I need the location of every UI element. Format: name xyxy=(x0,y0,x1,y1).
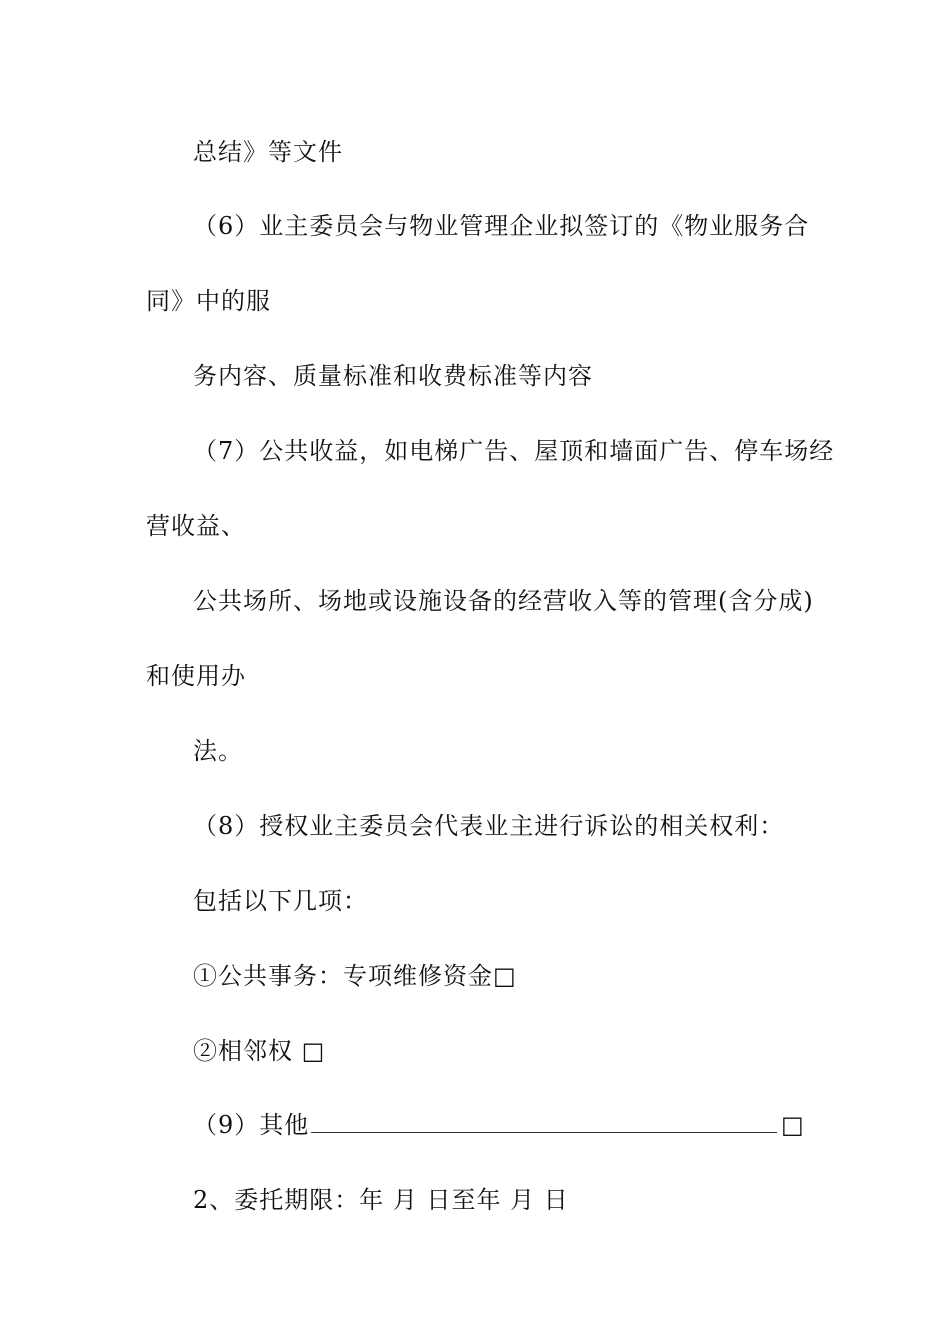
text-line: 公共场所、场地或设施设备的经营收入等的管理(含分成) xyxy=(193,587,814,615)
other-label: （9）其他 xyxy=(193,1111,310,1139)
text-line: 和使用办 xyxy=(146,662,246,690)
text-line: 包括以下几项： xyxy=(193,887,368,915)
checkbox-item-maintenance-fund: ①公共事务：专项维修资金□ xyxy=(193,962,517,990)
text-line: 务内容、质量标准和收费标准等内容 xyxy=(193,362,593,390)
checkbox-item-neighboring-rights: ②相邻权 □ xyxy=(193,1037,326,1065)
checkbox-other: □ xyxy=(781,1111,804,1139)
text-line: （8）授权业主委员会代表业主进行诉讼的相关权利： xyxy=(193,812,785,840)
text-line: （6）业主委员会与物业管理企业拟签订的《物业服务合 xyxy=(193,212,810,240)
text-line: 营收益、 xyxy=(146,512,246,540)
text-line: （7）公共收益，如电梯广告、屋顶和墙面广告、停车场经 xyxy=(193,437,835,465)
text-line: 法。 xyxy=(193,737,243,765)
other-line xyxy=(193,1110,777,1140)
fill-in-blank xyxy=(311,1110,777,1133)
text-line: 同》中的服 xyxy=(146,287,271,315)
text-line: 2、委托期限：年 月 日至年 月 日 xyxy=(193,1186,569,1214)
text-line: 总结》等文件 xyxy=(193,138,343,166)
